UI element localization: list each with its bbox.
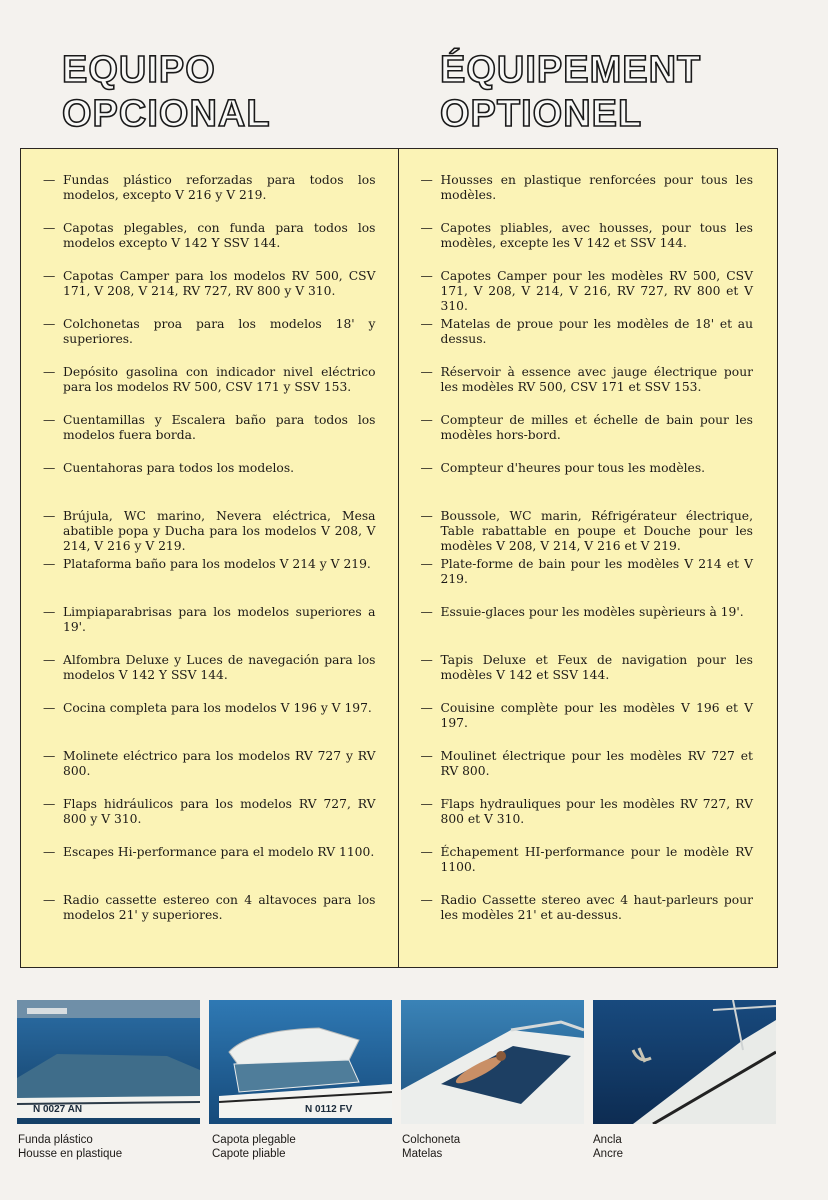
- caption-french: Ancre: [593, 1147, 624, 1160]
- boat-cover-photo: [17, 1000, 200, 1124]
- caption-spanish: Colchoneta: [402, 1134, 461, 1146]
- anchor-photo: [593, 1000, 776, 1124]
- caption-spanish: Capota plegable: [212, 1134, 296, 1146]
- list-item: — Plataforma baño para los modelos V 214 y V 219.: [43, 557, 376, 605]
- title-spanish-line-2: OPCIONAL: [62, 93, 271, 135]
- list-item: — Réservoir à essence avec jauge électrique pour les modèles RV 500, CSV 171 et SSV 153.: [421, 365, 754, 413]
- title-french: [440, 48, 701, 136]
- list-item: — Radio Cassette stereo avec 4 haut-parleurs pour les modèles 21' et au-dessus.: [421, 893, 754, 941]
- list-item: — Flaps hydrauliques pour les modèles RV 727, RV 800 et V 310.: [421, 797, 754, 845]
- hull-registration-text: N 0027 AN: [33, 1104, 83, 1115]
- caption-french: Matelas: [402, 1147, 443, 1160]
- list-item: — Tapis Deluxe et Feux de navigation pour les modèles V 142 et SSV 144.: [421, 653, 754, 701]
- list-item: — Moulinet électrique pour les modèles RV 727 et RV 800.: [421, 749, 754, 797]
- french-column: [399, 149, 778, 967]
- list-item: — Échapement HI-performance pour le modèle RV 1100.: [421, 845, 754, 893]
- list-item: — Capotes Camper pour les modèles RV 500, CSV 171, V 208, V 214, V 216, RV 727, RV 800 et V 310.: [421, 269, 754, 317]
- list-item: — Brújula, WC marino, Nevera eléctrica, Mesa abatible popa y Ducha para los modelos V 208, V 214, V 216 y V 219.: [43, 509, 376, 557]
- list-item: — Colchonetas proa para los modelos 18' y superiores.: [43, 317, 376, 365]
- list-item: — Essuie-glaces pour les modèles supèrieurs à 19'.: [421, 605, 754, 653]
- title-french-line-1: ÉQUIPEMENT: [440, 49, 702, 91]
- list-item: — Depósito gasolina con indicador nivel eléctrico para los modelos RV 500, CSV 171 y SSV 153.: [43, 365, 376, 413]
- title-spanish-line-1: EQUIPO: [62, 49, 216, 91]
- photo-caption: [212, 1134, 296, 1161]
- list-item: — Housses en plastique renforcées pour tous les modèles.: [421, 173, 754, 221]
- list-item: — Cocina completa para los modelos V 196 y V 197.: [43, 701, 376, 749]
- photo-caption: [18, 1134, 122, 1161]
- spanish-column: [21, 149, 399, 967]
- equipment-panel: [20, 148, 778, 968]
- spanish-equipment-list: [43, 173, 376, 941]
- caption-french: Housse en plastique: [18, 1147, 123, 1160]
- list-item: — Escapes Hi-performance para el modelo RV 1100.: [43, 845, 376, 893]
- list-item: — Alfombra Deluxe y Luces de navegación para los modelos V 142 Y SSV 144.: [43, 653, 376, 701]
- caption-french: Capote pliable: [212, 1147, 286, 1160]
- list-item: — Boussole, WC marin, Réfrigérateur électrique, Table rabattable en poupe et Douche pour les modèles V 208, V 214, V 216 et V 219.: [421, 509, 754, 557]
- list-item: — Plate-forme de bain pour les modèles V 214 et V 219.: [421, 557, 754, 605]
- list-item: — Cuentamillas y Escalera baño para todos los modelos fuera borda.: [43, 413, 376, 461]
- list-item: — Flaps hidráulicos para los modelos RV 727, RV 800 y V 310.: [43, 797, 376, 845]
- list-item: — Capotes pliables, avec housses, pour tous les modèles, excepte les V 142 et SSV 144.: [421, 221, 754, 269]
- bow-cushion-photo: [401, 1000, 584, 1124]
- list-item: — Matelas de proue pour les modèles de 18' et au dessus.: [421, 317, 754, 365]
- hull-registration-text: N 0112 FV: [305, 1104, 353, 1115]
- list-item: — Radio cassette estereo con 4 altavoces para los modelos 21' y superiores.: [43, 893, 376, 941]
- list-item: — Compteur d'heures pour tous les modèles.: [421, 461, 754, 509]
- list-item: — Molinete eléctrico para los modelos RV 727 y RV 800.: [43, 749, 376, 797]
- caption-spanish: Funda plástico: [18, 1134, 93, 1146]
- list-item: — Fundas plástico reforzadas para todos los modelos, excepto V 216 y V 219.: [43, 173, 376, 221]
- title-french-line-2: OPTIONEL: [440, 93, 643, 135]
- list-item: — Limpiaparabrisas para los modelos superiores a 19'.: [43, 605, 376, 653]
- folding-top-photo: [209, 1000, 392, 1124]
- list-item: — Cuentahoras para todos los modelos.: [43, 461, 376, 509]
- list-item: — Capotas plegables, con funda para todos los modelos excepto V 142 Y SSV 144.: [43, 221, 376, 269]
- photo-caption: [593, 1134, 623, 1161]
- french-equipment-list: [421, 173, 754, 941]
- caption-spanish: Ancla: [593, 1134, 622, 1146]
- list-item: — Couisine complète pour les modèles V 196 et V 197.: [421, 701, 754, 749]
- title-spanish: [62, 48, 271, 136]
- photo-caption: [402, 1134, 460, 1161]
- list-item: — Compteur de milles et échelle de bain pour les modèles hors-bord.: [421, 413, 754, 461]
- list-item: — Capotas Camper para los modelos RV 500, CSV 171, V 208, V 214, RV 727, RV 800 y V 310.: [43, 269, 376, 317]
